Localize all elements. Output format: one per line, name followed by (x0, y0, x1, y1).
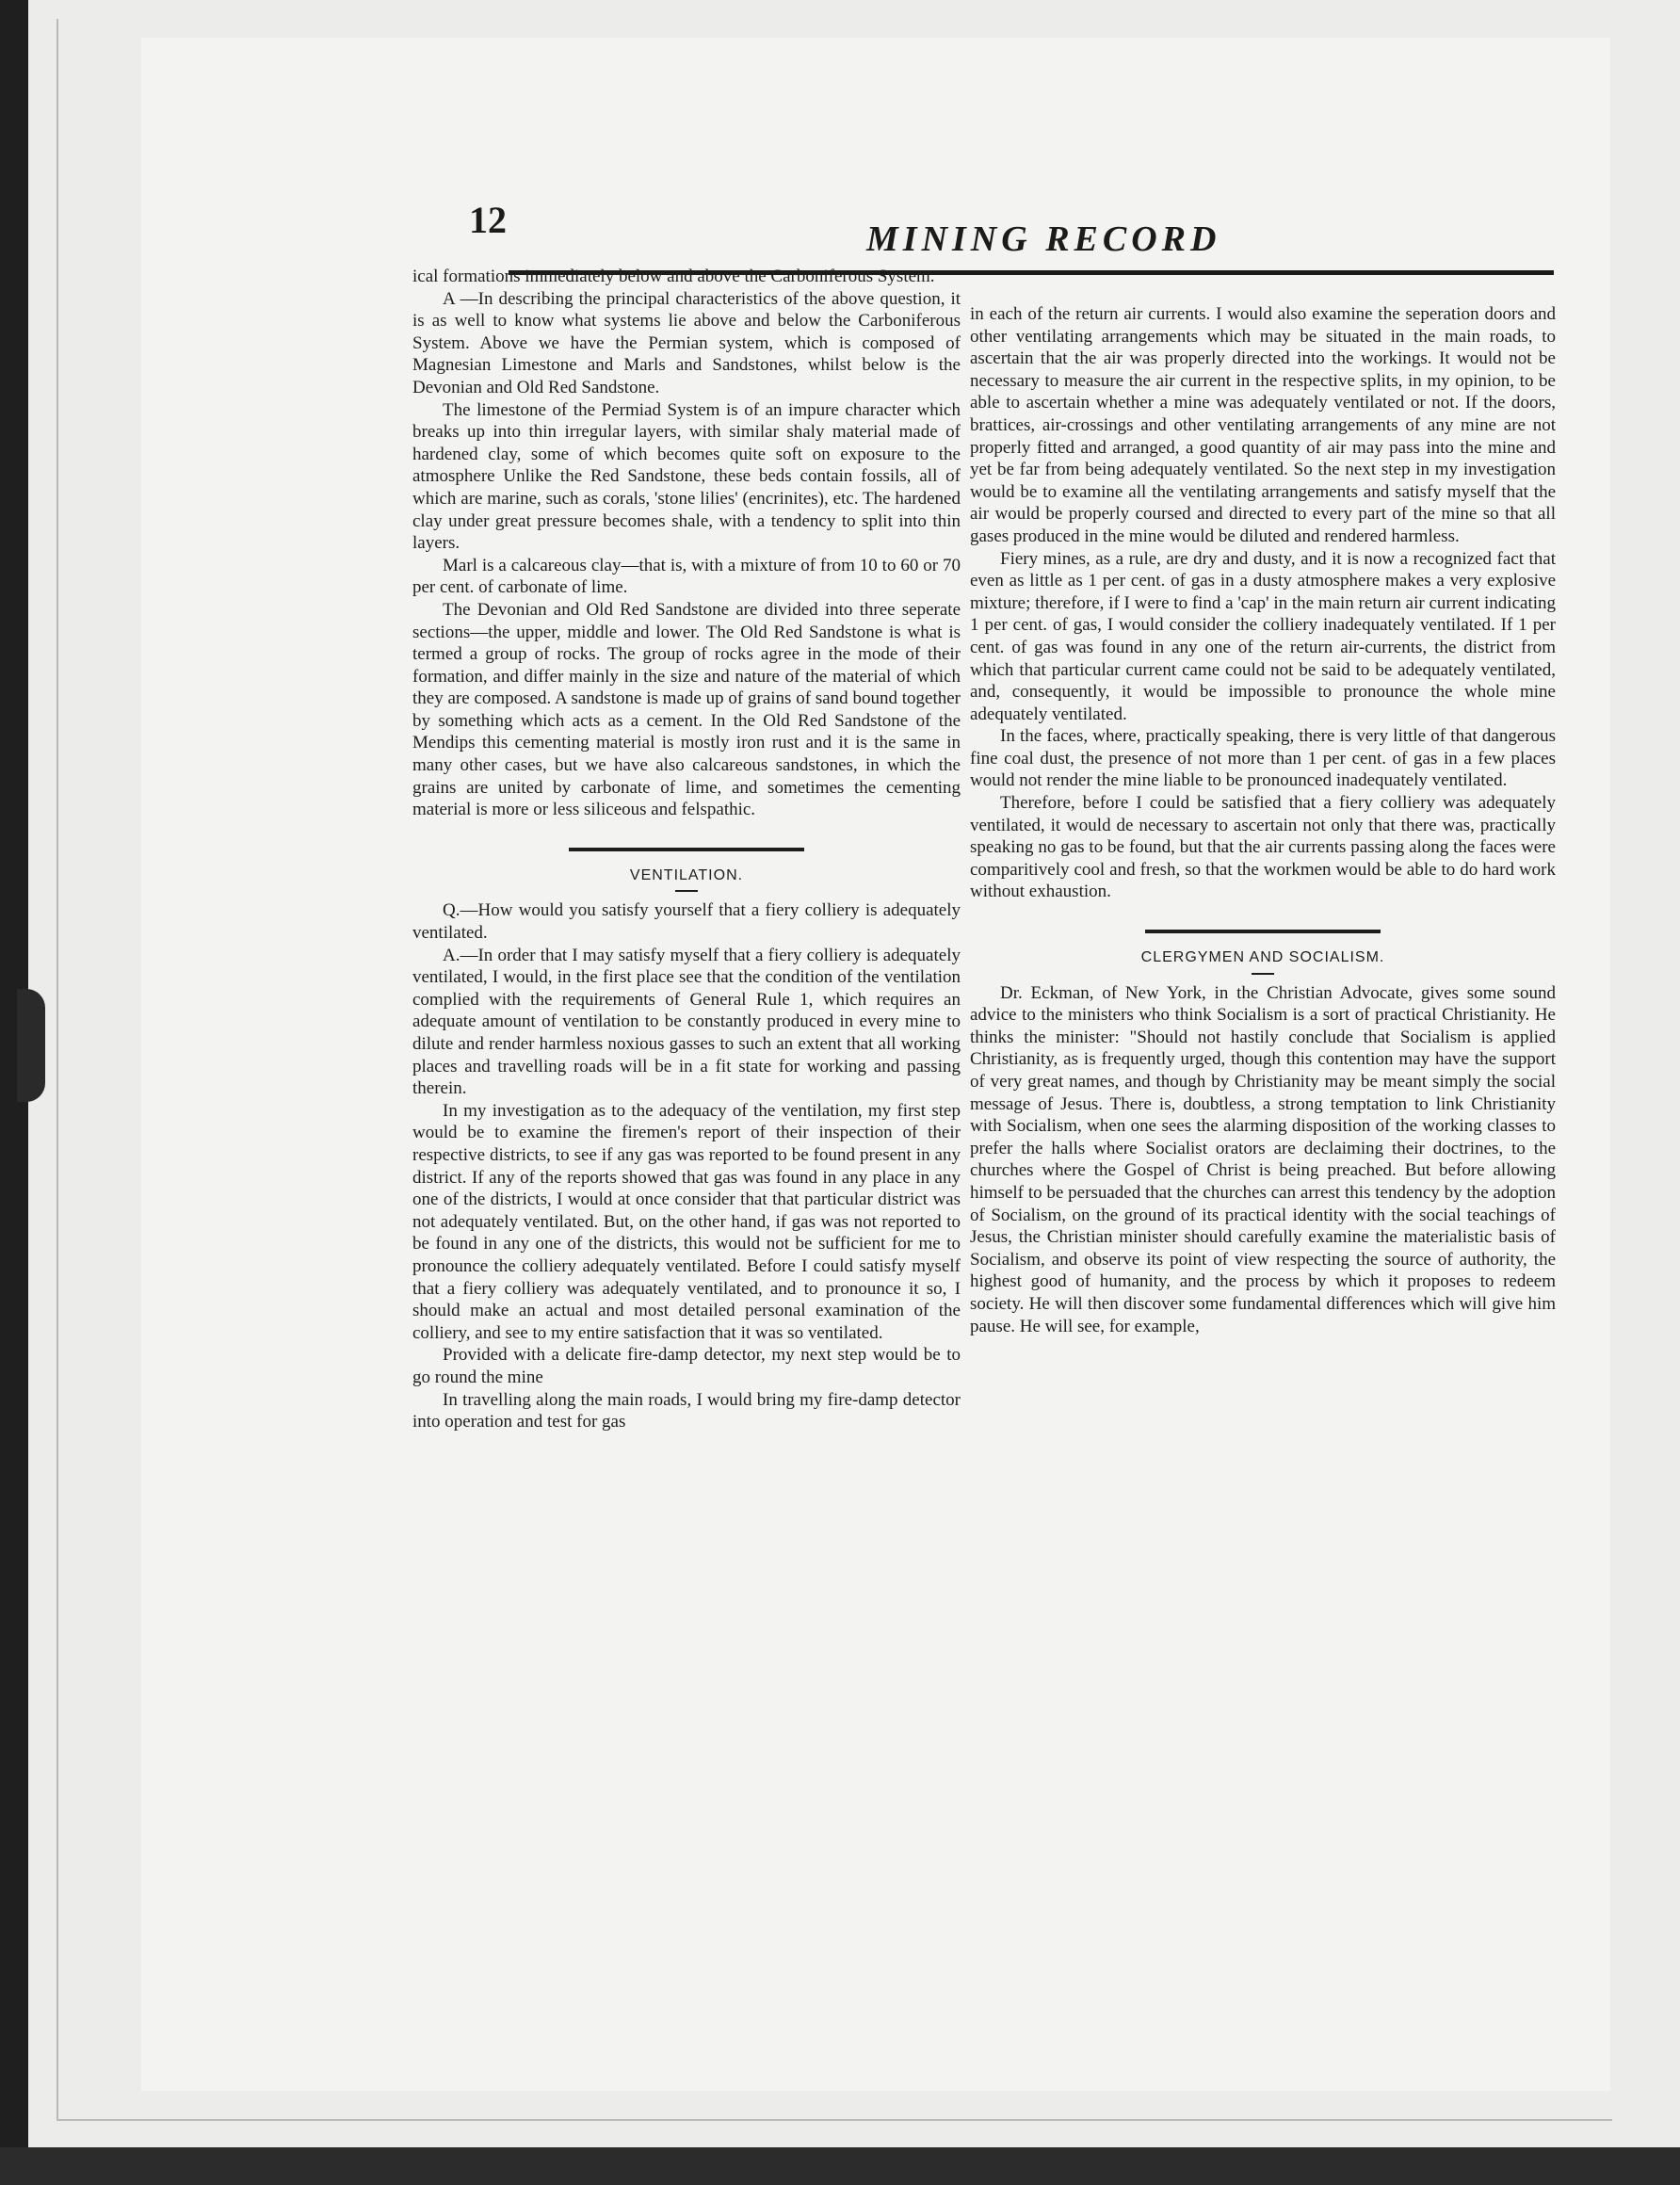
section-dash (675, 890, 698, 892)
paragraph: A.—In order that I may satisfy myself that a fiery colliery is adequately ventilated, I would, in the first place see that the condition of the ventilation complied with the requirements of General Rule 1, which requires an adequate amount of ventilation to be constantly produced in every mine to dilute and render harmless noxious gasses to such an extent that all working places and travelling roads will be in a fit state for working and passing therein. (412, 945, 961, 1099)
paragraph: The limestone of the Permiad System is of an impure character which breaks up into thin irregular layers, with similar shaly material made of hardened clay, some of which becomes quite soft on exposure to the atmosphere Unlike the Red Sandstone, these beds contain fossils, all of which are marine, such as corals, 'stone lilies' (encrinites), etc. The hardened clay under great pressure becomes shale, with a tendency to split into thin layers. (412, 399, 961, 554)
binding-notch (17, 989, 45, 1102)
paragraph: ical formations immediately below and above the Carboniferous System. (412, 267, 935, 286)
paragraph: In travelling along the main roads, I would bring my fire-damp detector into operation and test for gas (412, 1389, 961, 1432)
paragraph: Dr. Eckman, of New York, in the Christian Advocate, gives some sound advice to the ministers who think Socialism is a sort of practical Christianity. He thinks the minister: "Should not hastily conclude that Socialism is applied Christianity, as is frequently urged, though this contention may have the support of very great names, and though by Christianity may be meant simply the social message of Jesus. There is, doubtless, a strong temptation to link Christianity with Socialism, when one sees the alarming disposition of the working classes to prefer the halls where Socialist orators are declaiming their doctrines, to the churches where the Gospel of Christ is being preached. But before allowing himself to be persuaded that the churches can arrest this tendency by the adoption of Socialism, on the ground of its practical identity with the social teachings of Jesus, the Christian minister should carefully examine the materialistic basis of Socialism, and observe its point of view respecting the source of authority, the highest good of humanity, and the process by which it proposes to redeem society. He will then discover some fundamental differences which will give him pause. He will see, for example, (970, 982, 1556, 1336)
paragraph: A —In describing the principal characteristics of the above question, it is as well to know what systems lie above and below the Carboniferous System. Above we have the Permian system, which is composed of Magnesian Limestone and Marls and Sandstones, whilst below is the Devonian and Old Red Sandstone. (412, 288, 961, 397)
paragraph: Marl is a calcareous clay—that is, with a mixture of from 10 to 60 or 70 per cent. of carbonate of lime. (412, 555, 961, 598)
paragraph: Therefore, before I could be satisfied that a fiery colliery was adequately ventilated, it would de necessary to ascertain not only that there was, practically speaking no gas to be found, but that the air currents passing along the faces were comparitively cool and fresh, so that the workmen would be able to do hard work without exhaustion. (970, 793, 1556, 902)
paragraph: Q.—How would you satisfy yourself that a fiery colliery is adequately ventilated. (412, 900, 961, 944)
section-divider (569, 848, 804, 851)
paragraph: in each of the return air currents. I would also examine the seperation doors and other ventilating arrangements which may be situated in the main roads, to ascertain that the air was properly directed into the workings. It would not be necessary to measure the air current in the respective splits, in my opinion, to be able to ascertain whether a mine was adequately ventilated or not. If the doors, brattices, air-crossings and other ventilating arrangements of any mine are not properly fitted and arranged, a good quantity of air may pass into the mine and yet be far from being adequately ventilated. So the next step in my investigation would be to examine all the ventilating arrangements and satisfy myself that the air would be properly coursed and directed to every part of the mine so that all gases produced in the mine would be diluted and rendered harmless. (970, 304, 1556, 546)
right-column (970, 303, 1556, 1337)
paragraph: Fiery mines, as a rule, are dry and dusty, and it is now a recognized fact that even as little as 1 per cent. of gas in a dusty atmosphere makes a very explosive mixture; therefore, if I were to find a 'cap' in the main return air current indicating 1 per cent. of gas, I would consider the colliery inadequately ventilated. If 1 per cent. of gas was found in any one of the return air-currents, the district from which that particular current came could not be said to be adequately ventilated, and, consequently, it would be impossible to pronounce the whole mine adequately ventilated. (970, 548, 1556, 724)
section-dash (1252, 973, 1274, 975)
page-number: 12 (469, 199, 507, 241)
paragraph: The Devonian and Old Red Sandstone are divided into three seperate sections—the upper, middle and lower. The Old Red Sandstone is what is termed a group of rocks. The group of rocks agree in the mode of their formation, and differ mainly in the size and nature of the material of which they are composed. A sandstone is made up of grains of sand bound together by something which acts as a cement. In the Old Red Sandstone of the Mendips this cementing material is mostly iron rust and it is the same in many other cases, but we have also calcareous sandstones, in which the grains are united by carbonate of lime, and sometimes the cementing material is more or less siliceous and felspathic. (412, 599, 961, 820)
scan-border-bottom (0, 2147, 1680, 2185)
left-column (412, 266, 961, 1433)
section-divider (1145, 930, 1381, 933)
paragraph: Provided with a delicate fire-damp detector, my next step would be to go round the mine (412, 1345, 961, 1387)
running-header: MINING RECORD (866, 219, 1221, 259)
section-title-ventilation: VENTILATION. (629, 866, 744, 883)
section-title-clergymen: CLERGYMEN AND SOCIALISM. (1140, 949, 1385, 966)
paragraph: In the faces, where, practically speaking, there is very little of that dangerous fine coal dust, the presence of not more than 1 per cent. of gas in a few places would not render the mine liable to be pronounced inadequately ventilated. (970, 726, 1556, 791)
paragraph: In my investigation as to the adequacy of the ventilation, my first step would be to examine the firemen's report of their inspection of their respective districts, to see if any gas was reported to be found present in any district. If any of the reports showed that gas was found in any place in any one of the districts, I would at once consider that that particular district was not adequately ventilated. But, on the other hand, if gas was not reported to be found in any one of the districts, this would not be sufficient for me to pronounce the colliery adequately ventilated. Before I could satisfy myself that a fiery colliery was adequately ventilated, and to pronounce it so, I should make an actual and most detailed personal examination of the colliery, and see to my entire satisfaction that it was so ventilated. (412, 1100, 961, 1343)
